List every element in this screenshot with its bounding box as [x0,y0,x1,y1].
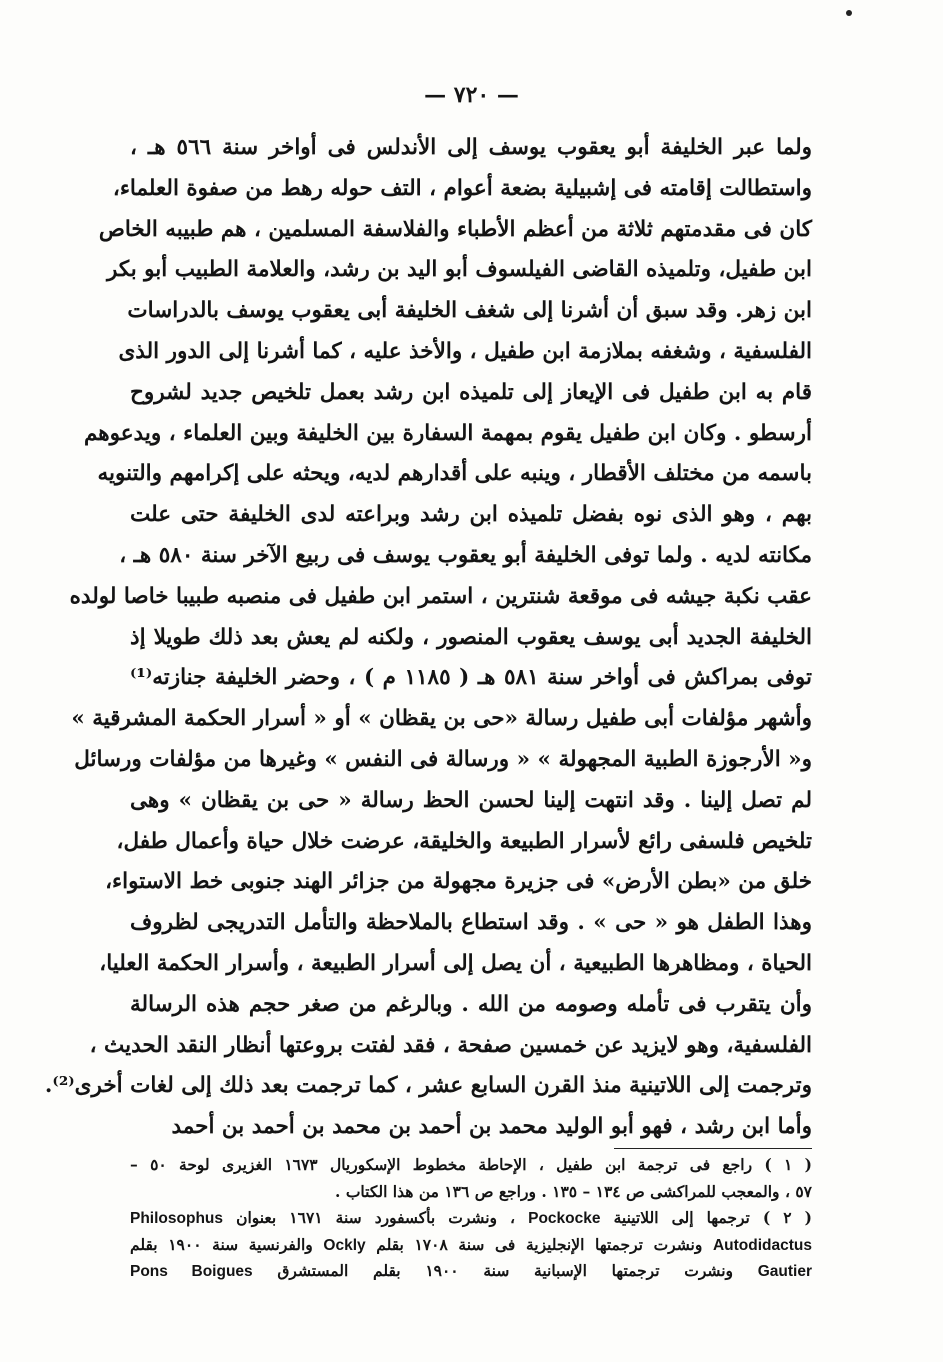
text-line: مكانته لديه . ولما توفى الخليفة أبو يعقوب يوسف فى ربيع الآخر سنة ٥٨٠ هـ ، [119,542,812,568]
text-line: باسمه من مختلف الأقطار ، وينبه على أقدارهم لديه، ويحثه على إكرامهم والتنويه [97,461,812,487]
footnote-latin-title: Autodidactus [712,1236,812,1254]
text-line: لم تصل إلينا . وقد انتهت إلينا لحسن الحظ رسالة « حى بن يقظان » وهى [130,787,812,813]
footnote-latin-name: Pons Boigues [130,1263,253,1280]
text-line: واستطالت إقامته فى إشبيلية بضعة أعوام ، التف حوله رهط من صفوة العلماء، [112,175,812,201]
text-line: توفى بمراكش فى أواخر سنة ٥٨١ هـ ( ١١٨٥ م ) ، وحضر الخليفة جنازته⁽¹⁾ [130,665,813,691]
text-line: وأن يتقرب فى تأمله وصومه من الله . وبالرغم من صغر حجم هذه الرسالة [130,991,812,1017]
main-text [44,128,813,1148]
text-line: عقب نكبة جيشه فى موقعة شنترين ، استمر ابن طفيل فى منصبه طبيبا خاصا لولده [69,583,812,609]
footnote-latin-name: Gautier [757,1263,812,1280]
footnote-2-line [130,1258,812,1285]
footnote-1-line: ٥٧ ، والمعجب للمراكشى ص ١٣٤ – ١٣٥ . وراجع ص ١٣٦ من هذا الكتاب . [335,1181,812,1201]
footnote-2-line [130,1232,812,1259]
text-line: وهذا الطفل هو « حى » . وقد استطاع بالملاحظة والتأمل التدريجى لظروف [130,910,812,936]
page-number: — ٧٢٠ — [424,82,519,108]
footnotes [130,1152,812,1285]
text-line: الخليفة الجديد أبى يوسف يعقوب المنصور ، ولكنه لم يعش بعد ذلك طويلا إذ [130,624,812,650]
text-line: كان فى مقدمتهم ثلاثة من أعظم الأطباء والفلاسفة المسلمين ، هم طبيبه الخاص [98,216,812,242]
footnote-2-line [130,1205,812,1232]
text-line: أرسطو . وكان ابن طفيل يقوم بمهمة السفارة بين الخليفة وبين العلماء ، ويدعوهم [83,420,812,446]
footnote-1-line: ( ١ ) راجع فى ترجمة ابن طفيل ، الإحاطة مخطوط الإسكوريال ١٦٧٣ الغزيرى لوحة ٥٠ – [130,1155,812,1174]
footnote-2-text: ( ٢ ) ترجمها إلى اللاتينية [613,1208,813,1227]
footnote-2-text: ونشرت ترجمتها الإسبانية سنة ١٩٠٠ بقلم المستشرق [277,1261,734,1280]
text-line: الفلسفية ، وشغفه بملازمة ابن طفيل ، والأخذ عليه ، كما أشرنا إلى الدور الذى [118,338,812,364]
text-line: وأما ابن رشد ، فهو أبو الوليد محمد بن أحمد بن محمد بن أحمد بن أحمد [171,1114,812,1140]
footnote-latin-title: Philosophus [130,1210,223,1227]
text-line: وأشهر مؤلفات أبى طفيل رسالة «حى بن يقظان » أو « أسرار الحكمة المشرقية » [71,706,812,732]
text-line: تلخيص فلسفى رائع لأسرار الطبيعة والخليقة، عرضت خلال حياة وأعمال طفل، [116,828,812,854]
footnote-2-text: ونشرت ترجمتها الإنجليزية فى سنة ١٧٠٨ بقلم [376,1234,703,1254]
ink-dot [846,10,852,16]
text-line: وترجمت إلى اللاتينية منذ القرن السابع عشر ، كما ترجمت بعد ذلك إلى لغات أخرى⁽²⁾. [44,1073,812,1099]
text-line: الفلسفية، وهو لايزيد عن خمسين صفحة ، فقد لفتت بروعتها أنظار النقد الحديث ، [89,1032,812,1058]
text-line: الحياة ، ومظاهرها الطبيعية ، أن يصل إلى أسرار الطبيعة ، وأسرار الحكمة العليا، [99,950,812,976]
text-line: ابن زهر. وقد سبق أن أشرنا إلى شغف الخليفة أبى يعقوب يوسف بالدراسات [127,298,812,324]
text-line: بهم ، وهو الذى نوه بفضل تلميذه ابن رشد وبراعته لدى الخليفة حتى علت [130,502,812,528]
footnote-latin-name: Ockly [323,1236,366,1254]
text-line: قام به ابن طفيل فى الإيعاز إلى تلميذه ابن رشد بعمل تلخيص جديد لشروح [130,379,812,405]
text-line: و« الأرجوزة الطبية المجهولة » « ورسالة فى النفس » وغيرها من مؤلفات ورسائل [74,746,812,772]
footnote-divider [614,1148,812,1149]
text-line: ابن طفيل، وتلميذه القاضى الفيلسوف أبو اليد بن رشد، والعلامة الطبيب أبو بكر [106,257,812,283]
text-line: ولما عبر الخليفة أبو يعقوب يوسف إلى الأندلس فى أواخر سنة ٥٦٦ هـ ، [130,135,813,160]
footnote-2-text: والفرنسية سنة ١٩٠٠ بقلم [130,1234,313,1254]
footnote-latin-name: Pockocke [528,1210,601,1227]
footnote-2-text: ، ونشرت بأكسفورد سنة ١٦٧١ بعنوان [236,1208,516,1227]
text-line: خلق من «بطن الأرض» فى جزيرة مجهولة من جزائر الهند جنوبى خط الاستواء، [105,869,812,895]
